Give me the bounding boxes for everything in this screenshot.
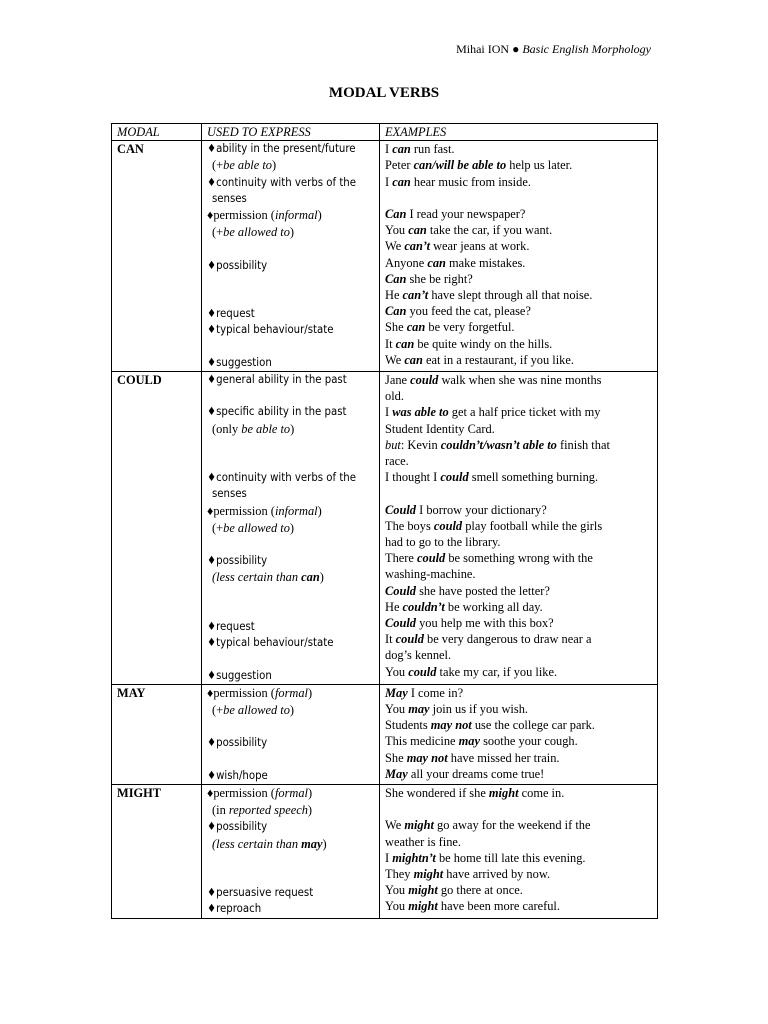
text-segment: ♦possibility xyxy=(207,554,268,568)
text-line xyxy=(207,651,379,667)
emphasis-text: May xyxy=(385,685,408,700)
text-segment: Anyone xyxy=(385,255,428,270)
text-line xyxy=(385,717,657,733)
emphasis-text: may not xyxy=(406,750,448,765)
table-row-can xyxy=(112,141,658,372)
text-line xyxy=(385,664,657,680)
emphasis-text: can xyxy=(427,255,446,270)
text-segment: ♦typical behaviour/state xyxy=(207,636,334,650)
text-line xyxy=(207,274,379,290)
text-line xyxy=(207,224,379,241)
text-segment: There xyxy=(385,551,417,566)
text-line xyxy=(385,599,657,615)
text-segment: ♦specific ability in the past xyxy=(207,405,347,419)
text-line xyxy=(207,141,379,157)
emphasis-text: May xyxy=(385,766,408,781)
emphasis-text: can xyxy=(301,570,320,585)
page-title: MODAL VERBS xyxy=(328,85,440,101)
emphasis-text: Could xyxy=(385,616,416,631)
examples-cell xyxy=(380,784,658,918)
text-segment: He xyxy=(385,288,403,303)
text-segment: They xyxy=(385,866,414,881)
text-segment: : Kevin xyxy=(400,437,441,452)
text-segment: ♦ability in the present/future xyxy=(207,142,356,156)
text-segment: be home till late this evening. xyxy=(435,850,586,865)
italic-text: but xyxy=(385,437,401,452)
text-line xyxy=(207,339,379,355)
examples-cell xyxy=(380,141,658,372)
text-segment: she have posted the letter? xyxy=(416,583,550,598)
emphasis-text: may xyxy=(301,836,323,851)
italic-text: be allowed to xyxy=(223,225,290,240)
text-segment: senses xyxy=(212,191,247,205)
text-line xyxy=(385,157,657,173)
emphasis-text: might xyxy=(408,899,438,914)
header-subtitle: Basic English Morphology xyxy=(522,42,651,56)
usage-cell xyxy=(202,684,380,784)
emphasis-text: can’t xyxy=(404,239,431,254)
text-line xyxy=(207,901,379,917)
italic-text: be able to xyxy=(223,158,272,173)
text-line xyxy=(385,801,657,817)
text-line xyxy=(385,518,657,534)
text-segment: I xyxy=(385,174,393,189)
text-segment: (+ xyxy=(212,702,224,717)
text-segment: We xyxy=(385,818,405,833)
text-line xyxy=(207,421,379,438)
text-segment: She wondered if she xyxy=(385,785,489,800)
text-segment: ) xyxy=(322,836,327,851)
text-line xyxy=(385,785,657,801)
text-line xyxy=(207,537,379,553)
text-segment: soothe your cough. xyxy=(479,734,578,749)
text-line xyxy=(207,404,379,420)
text-line xyxy=(385,174,657,190)
emphasis-text: was able to xyxy=(392,405,449,420)
usage-cell xyxy=(202,784,380,918)
text-segment: ♦persuasive request xyxy=(207,886,314,900)
text-segment: smell something burning. xyxy=(468,470,599,485)
italic-text: formal xyxy=(274,685,308,700)
text-line xyxy=(385,485,657,501)
text-line xyxy=(385,898,657,914)
text-segment: Students xyxy=(385,718,431,733)
text-line xyxy=(385,834,657,850)
text-segment: play football while the girls xyxy=(462,518,603,533)
text-segment: ) xyxy=(319,570,324,585)
text-line xyxy=(207,752,379,768)
text-segment: ♦permission ( xyxy=(207,685,275,700)
header-cell-examples: EXAMPLES xyxy=(380,124,658,141)
text-line xyxy=(385,206,657,222)
text-segment: You xyxy=(385,899,409,914)
text-segment: I xyxy=(385,850,393,865)
text-segment: senses xyxy=(212,487,247,501)
italic-text: formal xyxy=(274,785,308,800)
text-segment: She xyxy=(385,750,407,765)
text-line xyxy=(385,303,657,319)
text-line xyxy=(207,869,379,885)
text-segment: ♦possibility xyxy=(207,736,268,750)
text-segment: You xyxy=(385,223,409,238)
text-line xyxy=(207,569,379,586)
text-segment: ) xyxy=(272,158,277,173)
text-line xyxy=(207,619,379,635)
emphasis-text: could xyxy=(417,551,446,566)
italic-text: (less certain than xyxy=(212,836,302,851)
text-segment: (+ xyxy=(212,225,224,240)
text-segment: ) xyxy=(289,225,295,240)
examples-cell xyxy=(380,371,658,684)
text-segment: ) xyxy=(317,503,322,518)
emphasis-text: can xyxy=(395,336,415,351)
modal-cell: CAN xyxy=(112,141,202,372)
text-line xyxy=(385,388,657,404)
text-segment: ♦suggestion xyxy=(207,355,272,369)
text-line xyxy=(385,850,657,866)
text-line xyxy=(207,836,379,853)
text-segment: make mistakes. xyxy=(445,255,526,270)
text-segment: I come in? xyxy=(407,685,464,700)
emphasis-text: can xyxy=(406,320,426,335)
usage-cell xyxy=(202,141,380,372)
header-author: Mihai ION xyxy=(456,42,510,56)
text-line xyxy=(385,336,657,352)
text-line xyxy=(207,785,379,802)
table-header-row xyxy=(112,124,658,141)
text-segment: ) xyxy=(307,803,313,818)
modal-verbs-table xyxy=(111,123,658,919)
text-line xyxy=(207,306,379,322)
text-line xyxy=(207,503,379,520)
text-line xyxy=(207,157,379,174)
text-segment: run fast. xyxy=(410,142,455,157)
text-segment: The boys xyxy=(385,518,434,533)
text-segment: have been more careful. xyxy=(437,899,560,914)
text-segment: be quite windy on the hills. xyxy=(414,336,553,351)
text-segment: (+ xyxy=(212,158,224,173)
text-line xyxy=(385,238,657,254)
text-line xyxy=(385,566,657,582)
text-segment: We xyxy=(385,239,405,254)
text-segment: have arrived by now. xyxy=(443,866,551,881)
text-line xyxy=(385,271,657,287)
text-line xyxy=(385,502,657,518)
text-line xyxy=(207,735,379,751)
text-segment: go away for the weekend if the xyxy=(433,818,591,833)
text-segment: ♦request xyxy=(207,307,255,321)
text-segment: Student Identity Card. xyxy=(385,421,495,436)
text-line xyxy=(385,404,657,420)
italic-text: be able to xyxy=(241,421,291,436)
text-segment: ♦typical behaviour/state xyxy=(207,323,334,337)
text-segment: ♦wish/hope xyxy=(207,768,268,782)
text-segment: ) xyxy=(290,421,295,436)
text-segment: ♦permission ( xyxy=(207,785,275,800)
text-segment: use the college car park. xyxy=(471,718,595,733)
text-line xyxy=(207,853,379,869)
text-segment: (only xyxy=(212,421,242,436)
text-segment: dog’s kennel. xyxy=(385,648,452,663)
italic-text: be allowed to xyxy=(223,702,290,717)
text-segment: be working all day. xyxy=(444,599,543,614)
text-segment: ♦possibility xyxy=(207,258,268,272)
text-line xyxy=(207,355,379,371)
text-segment: be very forgetful. xyxy=(425,320,515,335)
running-header xyxy=(456,42,651,57)
table-body xyxy=(112,141,658,918)
text-line xyxy=(385,421,657,437)
text-line xyxy=(207,388,379,404)
text-segment: ♦request xyxy=(207,619,255,633)
italic-text: reported speech xyxy=(228,803,308,818)
emphasis-text: may xyxy=(408,701,430,716)
text-line xyxy=(385,647,657,663)
text-segment: You xyxy=(385,883,409,898)
text-line xyxy=(207,470,379,486)
text-segment: you feed the cat, please? xyxy=(406,304,531,319)
header-bullet: ● xyxy=(512,42,520,56)
text-line xyxy=(385,141,657,157)
modal-cell: MAY xyxy=(112,684,202,784)
emphasis-text: may xyxy=(458,734,480,749)
text-line xyxy=(385,287,657,303)
text-segment: old. xyxy=(385,389,404,404)
text-segment: ♦suggestion xyxy=(207,668,272,682)
table-row-may xyxy=(112,684,658,784)
text-segment: weather is fine. xyxy=(385,834,462,849)
text-segment: get a half price ticket with my xyxy=(448,405,601,420)
text-segment: come in. xyxy=(518,785,565,800)
text-line xyxy=(207,175,379,191)
text-segment: ) xyxy=(307,685,313,700)
text-line xyxy=(207,258,379,274)
emphasis-text: can xyxy=(404,352,423,367)
text-line xyxy=(207,438,379,454)
emphasis-text: Can xyxy=(385,271,407,286)
emphasis-text: Can xyxy=(385,304,407,319)
emphasis-text: Can xyxy=(385,207,407,221)
text-line xyxy=(385,453,657,469)
text-segment: be very dangerous to draw near a xyxy=(423,632,592,647)
usage-cell xyxy=(202,371,380,684)
text-segment: take the car, if you want. xyxy=(426,223,553,238)
emphasis-text: could xyxy=(395,632,424,647)
text-line xyxy=(385,701,657,717)
text-segment: all your dreams come true! xyxy=(407,766,545,781)
text-segment: she be right? xyxy=(406,271,473,286)
text-line xyxy=(207,819,379,835)
modal-verbs-table-wrapper xyxy=(111,123,658,919)
italic-text: informal xyxy=(274,208,318,223)
text-segment: She xyxy=(385,320,407,335)
italic-text: (less certain than xyxy=(212,570,302,585)
text-segment: He xyxy=(385,599,403,614)
emphasis-text: might xyxy=(408,883,438,898)
text-segment: finish that xyxy=(556,437,610,452)
text-segment: It xyxy=(385,632,396,647)
emphasis-text: might xyxy=(404,818,434,833)
text-segment: have missed her train. xyxy=(447,750,560,765)
text-segment: wear jeans at work. xyxy=(430,239,530,254)
text-segment: ♦possibility xyxy=(207,820,268,834)
modal-cell: COULD xyxy=(112,371,202,684)
text-segment: eat in a restaurant, if you like. xyxy=(422,352,574,367)
text-line xyxy=(385,255,657,271)
emphasis-text: couldn’t xyxy=(402,599,445,614)
emphasis-text: couldn’t/wasn’t able to xyxy=(440,437,557,452)
header-cell-used-to-express: USED TO EXPRESS xyxy=(202,124,380,141)
text-segment: be something wrong with the xyxy=(445,551,593,566)
text-line xyxy=(207,587,379,603)
text-line xyxy=(207,553,379,569)
text-line xyxy=(207,603,379,619)
text-line xyxy=(385,437,657,453)
emphasis-text: can’t xyxy=(402,288,429,303)
emphasis-text: might xyxy=(413,866,444,881)
emphasis-text: could xyxy=(410,372,439,387)
text-line xyxy=(207,372,379,388)
text-segment: I read your newspaper? xyxy=(406,207,526,221)
emphasis-text: might xyxy=(488,785,519,800)
text-segment: Jane xyxy=(385,372,411,387)
text-line xyxy=(207,719,379,735)
text-segment: You xyxy=(385,701,409,716)
text-line xyxy=(385,685,657,701)
text-segment: I thought I xyxy=(385,470,441,485)
text-line xyxy=(207,685,379,702)
text-segment: walk when she was nine months xyxy=(438,372,602,387)
text-segment: I borrow your dictionary? xyxy=(416,502,547,517)
text-segment: help us later. xyxy=(506,158,573,173)
text-segment: ♦continuity with verbs of the xyxy=(207,471,357,485)
text-segment: ) xyxy=(289,520,295,535)
emphasis-text: can xyxy=(408,223,427,238)
emphasis-text: can/will be able to xyxy=(413,158,507,173)
text-line xyxy=(385,550,657,566)
text-line xyxy=(385,372,657,388)
emphasis-text: may not xyxy=(430,718,472,733)
text-segment: ) xyxy=(307,785,313,800)
text-segment: join us if you wish. xyxy=(429,701,528,716)
text-segment: This medicine xyxy=(385,734,459,749)
emphasis-text: Could xyxy=(385,502,416,517)
text-line xyxy=(207,322,379,338)
text-segment: you help me with this box? xyxy=(416,616,554,631)
italic-text: informal xyxy=(274,503,318,518)
text-segment: We xyxy=(385,352,405,367)
text-line xyxy=(385,469,657,485)
emphasis-text: could xyxy=(440,470,469,485)
italic-text: be allowed to xyxy=(223,520,290,535)
text-segment: ♦continuity with verbs of the xyxy=(207,175,357,189)
text-line xyxy=(207,520,379,537)
emphasis-text: can xyxy=(392,142,411,157)
text-line xyxy=(385,190,657,206)
text-segment: (+ xyxy=(212,520,224,535)
text-segment: have slept through all that noise. xyxy=(428,288,593,303)
text-segment: ♦general ability in the past xyxy=(207,372,347,386)
text-segment: I xyxy=(385,142,393,157)
text-line xyxy=(207,768,379,784)
text-line xyxy=(207,885,379,901)
text-segment: go there at once. xyxy=(437,883,523,898)
text-segment: hear music from inside. xyxy=(410,174,531,189)
text-segment: ♦permission ( xyxy=(207,208,275,223)
emphasis-text: Could xyxy=(385,583,416,598)
text-line xyxy=(385,750,657,766)
text-line xyxy=(385,615,657,631)
text-segment: ) xyxy=(289,702,295,717)
text-line xyxy=(385,766,657,782)
text-segment: ♦permission ( xyxy=(207,503,275,518)
text-line xyxy=(385,817,657,833)
text-line xyxy=(207,454,379,470)
emphasis-text: could xyxy=(408,664,437,679)
emphasis-text: mightn’t xyxy=(392,850,436,865)
text-segment: I xyxy=(385,405,393,420)
text-line xyxy=(385,733,657,749)
text-segment: It xyxy=(385,336,396,351)
text-line xyxy=(385,534,657,550)
text-segment: take my car, if you like. xyxy=(436,664,558,679)
table-row-could xyxy=(112,371,658,684)
table-row-might xyxy=(112,784,658,918)
text-segment: had to go to the library. xyxy=(385,535,501,549)
text-segment: race. xyxy=(385,454,409,468)
text-line xyxy=(207,702,379,719)
text-line xyxy=(385,319,657,335)
text-line xyxy=(385,352,657,368)
text-line xyxy=(207,635,379,651)
text-line xyxy=(207,290,379,306)
text-line xyxy=(207,802,379,819)
text-line xyxy=(385,222,657,238)
text-line xyxy=(207,668,379,684)
text-segment: ) xyxy=(317,208,322,223)
examples-cell xyxy=(380,684,658,784)
text-line xyxy=(385,631,657,647)
text-line xyxy=(207,191,379,207)
text-line xyxy=(385,583,657,599)
modal-cell: MIGHT xyxy=(112,784,202,918)
text-line xyxy=(385,866,657,882)
text-line xyxy=(207,241,379,257)
text-segment: Peter xyxy=(385,158,414,173)
text-line xyxy=(385,882,657,898)
emphasis-text: could xyxy=(433,518,463,533)
header-cell-modal: MODAL xyxy=(112,124,202,141)
text-segment: You xyxy=(385,664,409,679)
emphasis-text: can xyxy=(392,174,411,189)
text-line xyxy=(207,486,379,502)
text-segment: (in xyxy=(212,803,229,818)
text-line xyxy=(207,207,379,224)
text-segment: ♦reproach xyxy=(207,902,262,916)
text-segment: washing-machine. xyxy=(385,567,476,582)
